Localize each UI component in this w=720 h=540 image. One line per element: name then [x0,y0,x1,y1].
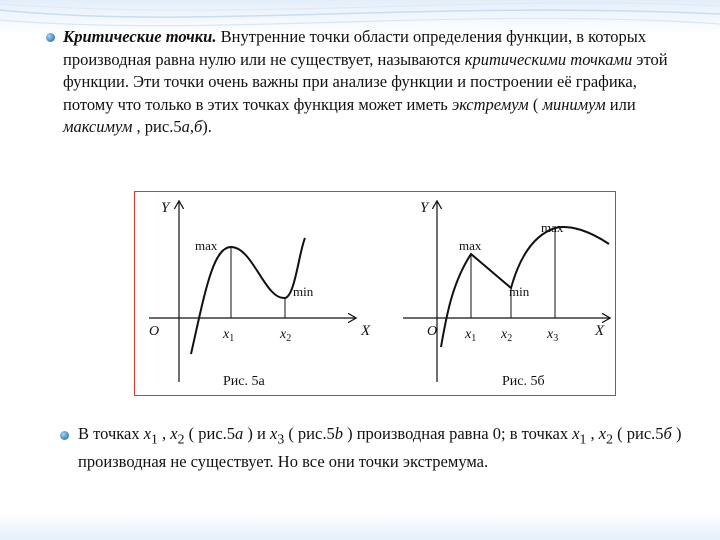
var-x2-again-sub: 2 [606,431,613,447]
var-x1-sub: 1 [151,431,158,447]
figure-ref-a: а [181,117,190,136]
or-word: или [605,94,636,114]
conclusion-paragraph [78,423,698,473]
graph-a-caption: Рис. 5а [223,374,265,389]
graph-b-min-label: min [509,284,530,299]
term-minimum: минимум [542,94,606,114]
fig-ref-a: а [235,424,244,443]
graph-a-x2-label: $x_2$ [280,327,292,344]
definition-paragraph [63,26,683,139]
footer-decoration [0,512,720,540]
graph-b-x1-label: $x_1$ [465,327,477,344]
graph-b-max2-label: max [541,220,564,235]
graph-b-origin: O [427,324,438,339]
graph-a-y-label: Y [161,200,170,216]
graph-a-max-label: max [195,238,218,253]
conclusion-text-8: ( рис.5 [613,424,664,443]
conclusion-text-6: ) производная равна 0; в точках [342,424,573,443]
figure-ref-b: б [193,117,203,136]
var-x2-again: x [598,424,607,443]
graph-a-origin: O [149,324,160,339]
var-x3: x [269,424,278,443]
figure-graphs [135,192,615,395]
graph-a [149,200,371,389]
conclusion-text-7: , [586,424,599,443]
graph-b-x-label: X [595,323,605,339]
conclusion-text-9: ) производная не существует. Но все они точки экстремума. [78,424,682,471]
conclusion-text-4: ) и [243,424,270,443]
paren-open: ( [528,94,543,114]
figure-frame [134,191,616,396]
graph-b-max-label: max [459,238,482,253]
bullet-icon-2 [60,431,69,440]
graph-b-x2-label: $x_2$ [501,327,513,344]
var-x1-again-sub: 1 [579,431,587,447]
graph-b-y-label: Y [420,200,429,216]
var-x2: x [170,424,178,443]
graph-a-min-label: min [293,284,314,299]
var-x1: x [143,424,152,443]
term-maximum: максимум [63,117,133,136]
graph-a-x-label: X [361,323,371,339]
graph-b-x3-label: $x_3$ [547,327,559,344]
term-extremum: экстремум [451,94,529,114]
term-critical-points-inline: критическими точками [464,49,633,69]
graph-b-caption: Рис. 5б [502,374,545,389]
fig-ref-b: b [334,424,343,443]
conclusion-text-3: ( рис.5 [184,424,236,443]
paren-close: ). [202,117,212,136]
term-critical-points: Критические точки. [63,27,217,46]
graph-a-x1-label: $x_1$ [223,327,235,344]
conclusion-text-2: , [157,424,171,443]
figure-ref: , рис.5 [132,117,182,136]
fig-ref-b-cyr: б [663,424,672,443]
definition-text-2: этой функции. Эти точки очень важны при анализе функции и построении её графика, потому что только в этих точках функция может иметь [63,49,668,114]
bullet-icon [46,33,55,42]
conclusion-text-5: ( рис.5 [284,424,335,443]
var-x2-sub: 2 [177,431,185,447]
comma: , [189,117,194,136]
var-x3-sub: 3 [277,431,285,447]
var-x1-again: x [572,424,580,443]
conclusion-text-1: В точках [78,424,144,443]
definition-text: Внутренние точки области определения функции, в которых производная равна нулю или не существует, называются [63,27,647,69]
graph-b [403,200,609,389]
